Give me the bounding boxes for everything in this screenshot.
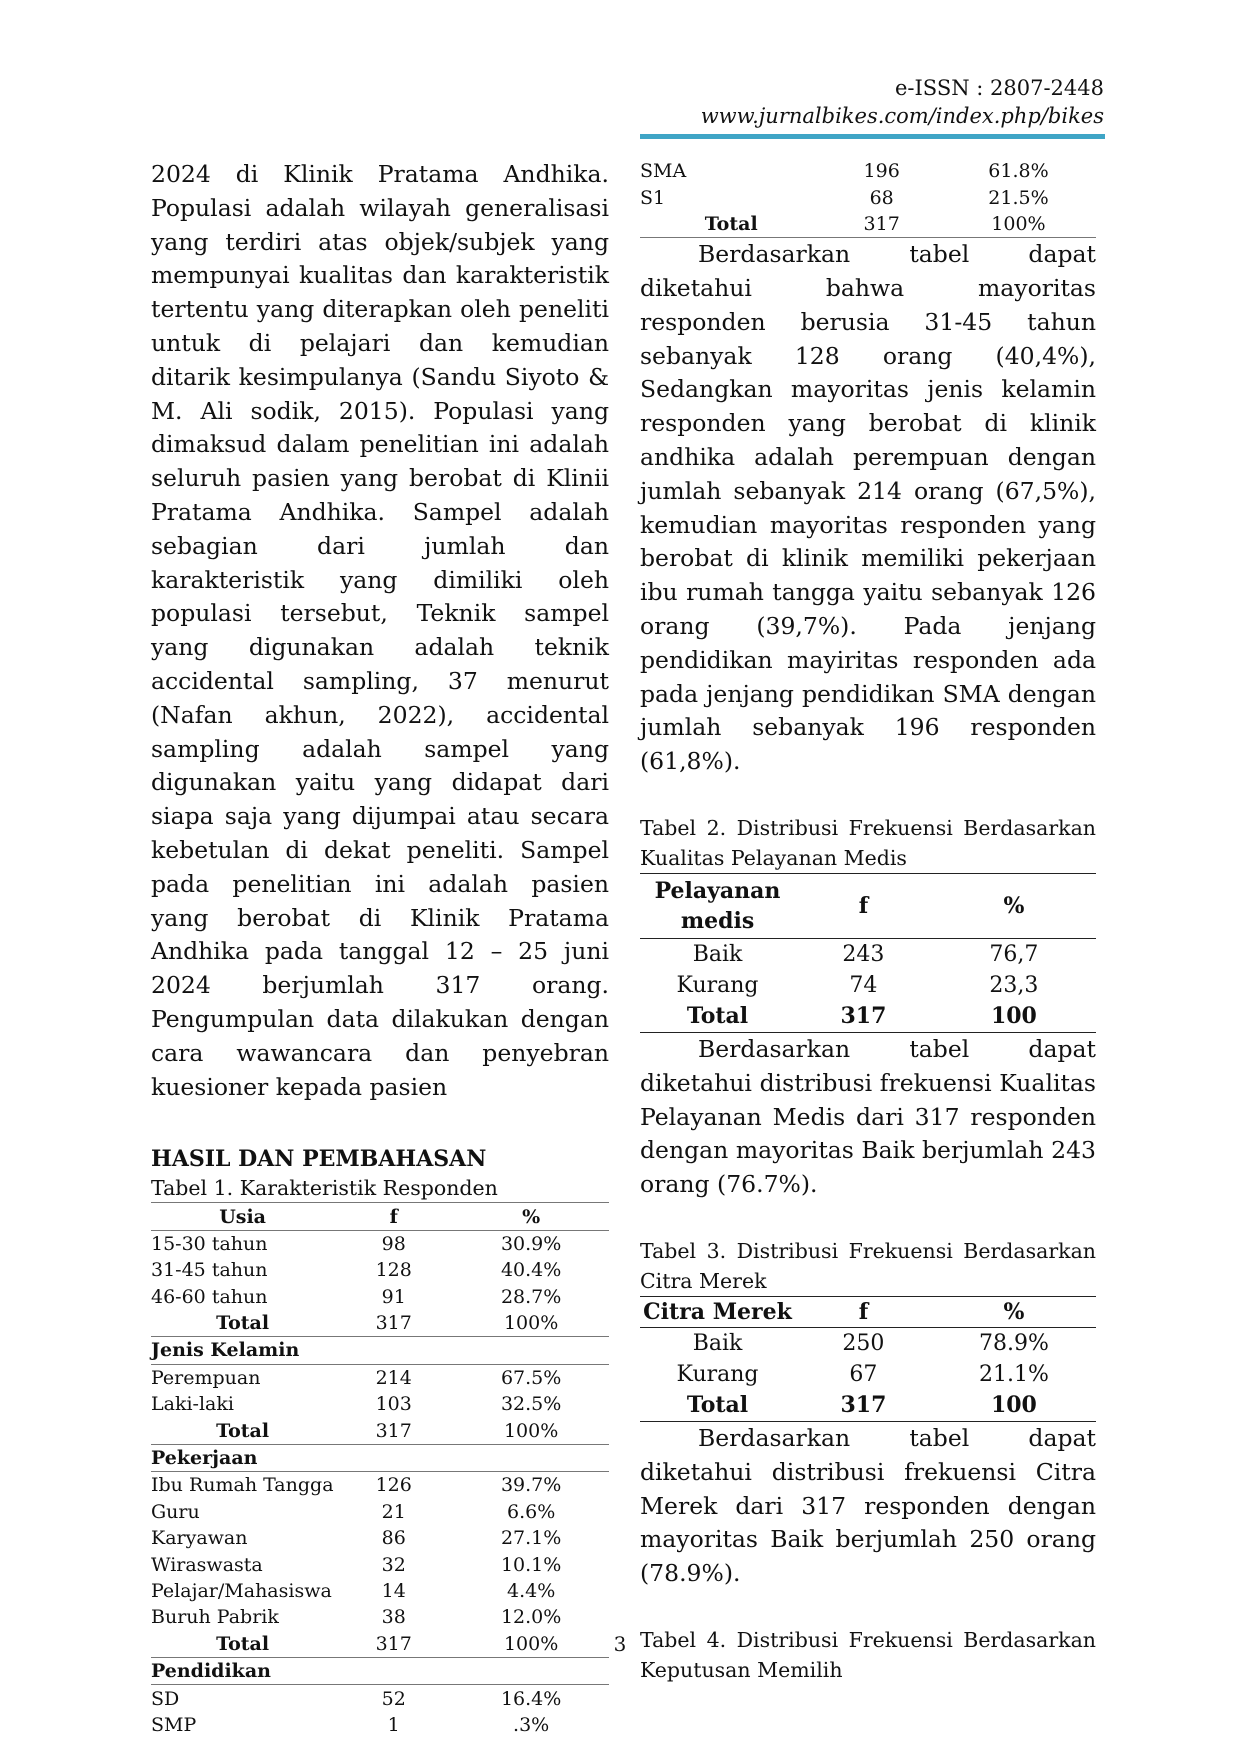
table-group-row: Pekerjaan	[151, 1444, 609, 1471]
results-paragraph-2: Berdasarkan tabel dapat diketahui distribusi frekuensi Kualitas Pelayanan Medis dari 317 responden dengan mayoritas Baik berjumlah 243 orang (76.7%).	[640, 1034, 1096, 1199]
table-total-row: Total 317 100%	[216, 1632, 559, 1655]
page-number: 3	[613, 1632, 627, 1656]
table-row: Kurang 67 21.1%	[676, 1361, 1049, 1387]
table1-continued	[640, 158, 1096, 238]
header-rule	[640, 134, 1105, 139]
table-total-row: Total 317 100%	[216, 1419, 559, 1442]
table-row: Pelajar/Mahasiswa 14 4.4%	[151, 1579, 556, 1602]
table-total-row: Total 317 100	[640, 1390, 1096, 1422]
table1-header-usia: Usia	[151, 1203, 334, 1230]
table-row: S1 68 21.5%	[640, 186, 1049, 209]
table-row: Buruh Pabrik 38 12.0%	[151, 1606, 562, 1629]
table-group-row: Pendidikan	[151, 1657, 609, 1684]
left-column	[151, 158, 609, 1738]
table-row: SD 52 16.4%	[151, 1687, 562, 1710]
table3-header-citra: Citra Merek	[640, 1296, 795, 1327]
table3	[640, 1296, 1096, 1422]
table1-header-pct: %	[453, 1203, 609, 1230]
table-row: Laki-laki 103 32.5%	[151, 1393, 562, 1416]
table-total-row: Total 317 100%	[216, 1312, 559, 1335]
issn-text: e-ISSN : 2807-2448	[894, 76, 1104, 100]
right-column	[640, 158, 1096, 1685]
table-row: Kurang 74 23,3	[676, 972, 1039, 998]
table3-header-f: f	[795, 1296, 932, 1327]
table-row: Baik 250 78.9%	[692, 1330, 1049, 1356]
table-row: 15-30 tahun 98 30.9%	[151, 1232, 562, 1255]
table-row: 31-45 tahun 128 40.4%	[151, 1259, 562, 1282]
table2-header-pct: %	[932, 873, 1096, 938]
methods-paragraph: 2024 di Klinik Pratama Andhika. Populasi adalah wilayah generalisasi yang terdiri atas objek/subjek yang mempunyai kualitas dan karakteristik tertentu yang diterapkan oleh peneliti untuk di pelajari dan kemudian ditarik kesimpulanya (Sandu Siyoto & M. Ali sodik, 2015). Populasi yang dimaksud dalam penelitian ini adalah seluruh pasien yang berobat di Klinii Pratama Andhika. Sampel adalah sebagian dari jumlah dan karakteristik yang dimiliki oleh populasi tersebut, Teknik sampel yang digunakan adalah teknik accidental sampling, 37 menurut (Nafan akhun, 2022), accidental sampling adalah sampel yang digunakan yaitu yang didapat dari siapa saja yang dijumpai atau secara kebetulan di dekat peneliti. Sampel pada penelitian ini adalah pasien yang berobat di Klinik Pratama Andhika pada tanggal 12 – 25 juni 2024 berjumlah 317 orang. Pengumpulan data dilakukan dengan cara wawancara dan penyebran kuesioner kepada pasien	[151, 160, 609, 1101]
table-row: Wiraswasta 32 10.1%	[151, 1553, 562, 1576]
table-total-row: Total 317 100	[640, 1001, 1096, 1033]
results-paragraph-3: Berdasarkan tabel dapat diketahui distribusi frekuensi Citra Merek dari 317 responden dengan mayoritas Baik berjumlah 250 orang (78.9%).	[640, 1423, 1096, 1588]
table-row: Perempuan 214 67.5%	[151, 1366, 562, 1389]
table-row: Ibu Rumah Tangga 126 39.7%	[151, 1474, 562, 1497]
results-paragraph-1: Berdasarkan tabel dapat diketahui bahwa mayoritas responden berusia 31-45 tahun sebanyak 128 orang (40,4%), Sedangkan mayoritas jenis kelamin responden yang berobat di klinik andhika adalah perempuan dengan jumlah sebanyak 214 orang (67,5%), kemudian mayoritas responden yang berobat di klinik memiliki pekerjaan ibu rumah tangga yaitu sebanyak 126 orang (39,7%). Pada jenjang pendidikan mayiritas responden ada pada jenjang pendidikan SMA dengan jumlah sebanyak 196 responden (61,8%).	[640, 240, 1096, 776]
table1-header-f: f	[334, 1203, 453, 1230]
table3-header-pct: %	[932, 1296, 1096, 1327]
table2-header-pelayanan: Pelayanan medis	[640, 873, 795, 938]
table1-caption: Tabel 1. Karakteristik Responden	[151, 1176, 498, 1201]
table-total-row: Total 317 100%	[640, 211, 1096, 238]
table-row: Baik 243 76,7	[692, 941, 1039, 967]
table1-left	[151, 1202, 609, 1738]
table3-caption: Tabel 3. Distribusi Frekuensi Berdasarkan Citra Merek	[640, 1238, 1096, 1293]
table-group-row: Jenis Kelamin	[151, 1337, 609, 1364]
journal-header	[701, 74, 1104, 130]
table-row: SMA 196 61.8%	[640, 160, 1049, 183]
table-row: 46-60 tahun 91 28.7%	[151, 1285, 562, 1308]
table2-header-f: f	[795, 873, 932, 938]
table2	[640, 873, 1096, 1033]
table4-caption: Tabel 4. Distribusi Frekuensi Berdasarkan Keputusan Memilih	[640, 1627, 1096, 1682]
table-row: Guru 21 6.6%	[151, 1500, 556, 1523]
section-title: HASIL DAN PEMBAHASAN	[151, 1146, 487, 1173]
table-row: SMP 1 .3%	[151, 1713, 550, 1736]
table-row: Karyawan 86 27.1%	[151, 1527, 562, 1550]
journal-url: www.jurnalbikes.com/index.php/bikes	[700, 104, 1104, 128]
table2-caption: Tabel 2. Distribusi Frekuensi Berdasarkan Kualitas Pelayanan Medis	[640, 815, 1096, 870]
